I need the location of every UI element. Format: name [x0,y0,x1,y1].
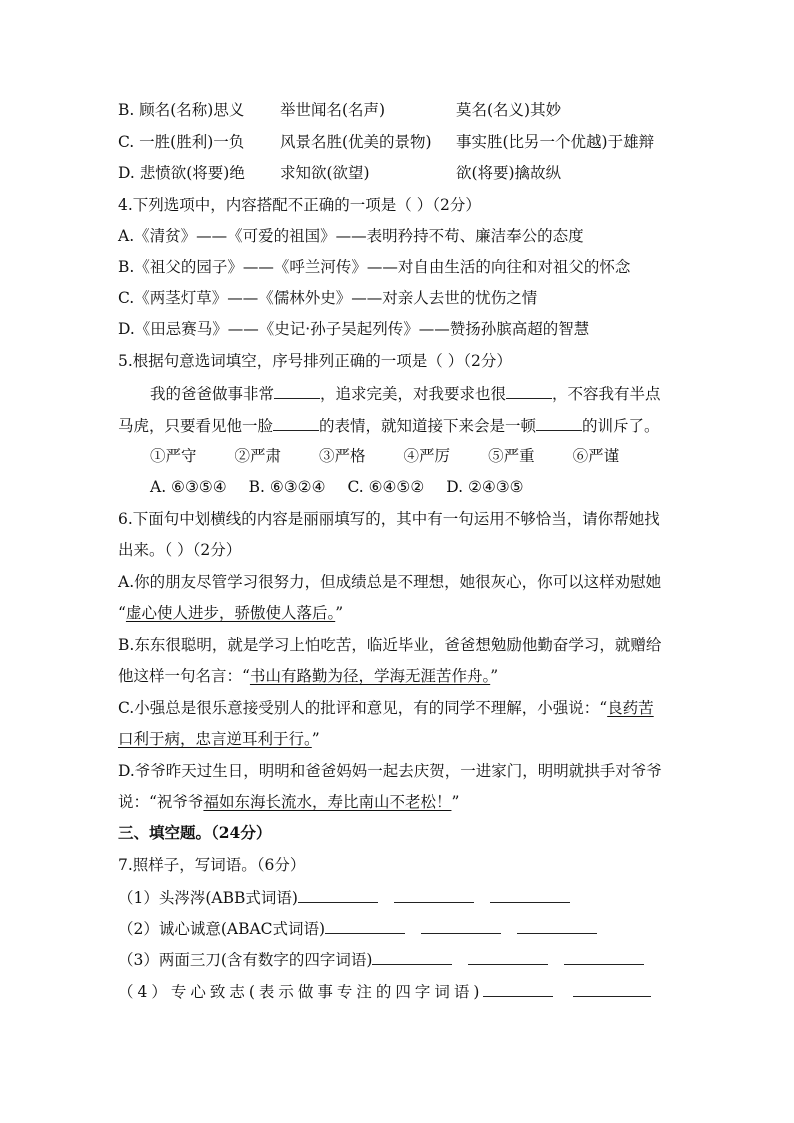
q3-d-col1: D. 悲愤欲(将要)绝 [118,164,245,182]
q4-option-b: B.《祖父的园子》——《呼兰河传》——对自由生活的向往和对祖父的怀念 [118,258,631,276]
q7-item-4 [118,980,651,1002]
q4-option-d: D.《田忌赛马》——《史记·孙子吴起列传》——赞扬孙膑高超的智慧 [118,320,590,338]
q5-word-5: ⑤严重 [488,447,535,465]
q6-c-underlined-2: 口利于病，忠言逆耳利于行。 [118,730,312,748]
q5-word-4: ④严厉 [403,447,451,465]
q3-b-col3: 莫名(名义)其妙 [456,101,562,119]
q7-item-4-label: （4）专心致志(表示做事专注的四字词语) [118,983,484,1001]
q5-choice-b: B. ⑥③②④ [248,478,326,496]
q5-word-3: ③严格 [319,447,366,465]
q5-word-2: ②严肃 [234,447,282,465]
q6-option-a-line2 [118,603,343,623]
q6-option-b-line1: B.东东很聪明，就是学习上怕吃苦，临近毕业，爸爸想勉励他勤奋学习，就赠给 [118,636,662,654]
q5-blank-3[interactable] [273,414,319,431]
q7-item-2-label: （2）诚心诚意(ABAC式词语) [118,920,326,938]
q6-b-quote-close: ” [490,667,499,685]
q7-4-blank-2[interactable] [573,980,651,997]
q6-option-b-line2 [118,666,498,686]
q4-option-a: A.《清贫》——《可爱的祖国》——表明矜持不苟、廉洁奉公的态度 [118,227,584,245]
q7-3-blank-1[interactable] [372,948,452,965]
q6-b-prefix: 他这样一句名言：“ [118,667,250,685]
q6-option-c-line2 [118,729,320,749]
q5-p1-b: ，追求完美，对我要求也很 [320,385,507,403]
q4-stem: 4.下列选项中，内容搭配不正确的一项是（ ）（2分） [118,196,481,214]
q5-passage-line2 [118,414,660,436]
q6-d-prefix: 说：“祝爷爷 [118,793,204,811]
q7-2-blank-1[interactable] [325,917,405,934]
q5-blank-4[interactable] [536,414,582,431]
q6-d-underlined: 福如东海长流水，寿比南山不老松！ [203,793,452,811]
q6-a-underlined: 虚心使人进步，骄傲使人落后。 [125,604,336,622]
q6-c-underlined-1: 良药苦 [607,699,654,717]
q5-blank-2[interactable] [506,382,552,399]
q6-b-underlined: 书山有路勤为径，学海无涯苦作舟。 [249,667,491,685]
q5-word-6: ⑥严谨 [572,447,620,465]
q3-b-col2: 举世闻名(名声) [280,101,386,119]
q7-item-1-label: （1）头涔涔(ABB式词语) [118,889,298,907]
q5-answer-choices [150,477,546,497]
q7-3-blank-2[interactable] [468,948,548,965]
q7-3-blank-3[interactable] [564,948,644,965]
q6-option-d-line1: D.爷爷昨天过生日，明明和爸爸妈妈一起去庆贺，一进家门，明明就拱手对爷爷 [118,762,662,780]
q7-1-blank-3[interactable] [490,886,570,903]
q3-c-col1: C. 一胜(胜利)一负 [118,133,245,151]
q7-2-blank-2[interactable] [421,917,501,934]
q5-blank-1[interactable] [274,382,320,399]
q6-c-prefix: C.小强总是很乐意接受别人的批评和意见，有的同学不理解，小强说：“ [118,699,608,717]
q6-c-quote-close: ” [311,730,320,748]
q5-word-bank [150,446,657,466]
q6-stem-line1: 6.下面句中划横线的内容是丽丽填写的，其中有一句运用不够恰当，请你帮她找 [118,510,660,528]
q5-passage-line1 [150,382,661,404]
q4-option-c: C.《两茎灯草》——《儒林外史》——对亲人去世的忧伤之情 [118,289,538,307]
q7-item-2 [118,917,597,939]
q6-a-quote-open: “ [118,604,126,622]
q3-c-col3: 事实胜(比另一个优越)于雄辩 [456,133,655,151]
q6-option-a-line1: A.你的朋友尽管学习很努力，但成绩总是不理想，她很灰心，你可以这样劝慰她 [118,573,662,591]
q3-b-col1: B. 顾名(名称)思义 [118,101,245,119]
q6-option-d-line2 [118,792,459,812]
q3-d-col2: 求知欲(欲望) [280,164,370,182]
q7-2-blank-3[interactable] [517,917,597,934]
q5-choice-a: A. ⑥③⑤④ [150,478,227,496]
q6-a-quote-close: ” [335,604,344,622]
q6-stem-line2: 出来。（ ）（2分） [118,541,242,559]
q5-word-1: ①严守 [150,447,197,465]
q7-1-blank-1[interactable] [298,886,378,903]
q5-p2-a: 马虎，只要看见他一脸 [118,417,274,435]
q7-1-blank-2[interactable] [394,886,474,903]
q7-item-3-label: （3）两面三刀(含有数字的四字词语) [118,951,373,969]
section-3-title: 三、填空题。（24分） [118,823,272,842]
q7-item-1 [118,886,570,908]
q5-p2-b: 的表情，就知道接下来会是一顿 [319,417,537,435]
q5-stem: 5.根据句意选词填空，序号排列正确的一项是（ ）（2分） [118,352,512,370]
q5-p2-c: 的训斥了。 [582,417,660,435]
q7-4-blank-1[interactable] [483,980,553,997]
q3-d-col3: 欲(将要)擒故纵 [456,164,562,182]
q5-p1-c: ，不容我有半点 [552,385,661,403]
q7-item-3 [118,948,644,970]
q3-c-col2: 风景名胜(优美的景物) [280,133,432,151]
q5-choice-c: C. ⑥④⑤② [347,478,425,496]
q6-d-quote-close: ” [451,793,460,811]
q5-choice-d: D. ②④③⑤ [446,478,524,496]
q5-p1-a: 我的爸爸做事非常 [150,385,275,403]
q7-stem: 7.照样子，写词语。（6分） [118,856,306,874]
q6-option-c-line1 [118,698,654,718]
